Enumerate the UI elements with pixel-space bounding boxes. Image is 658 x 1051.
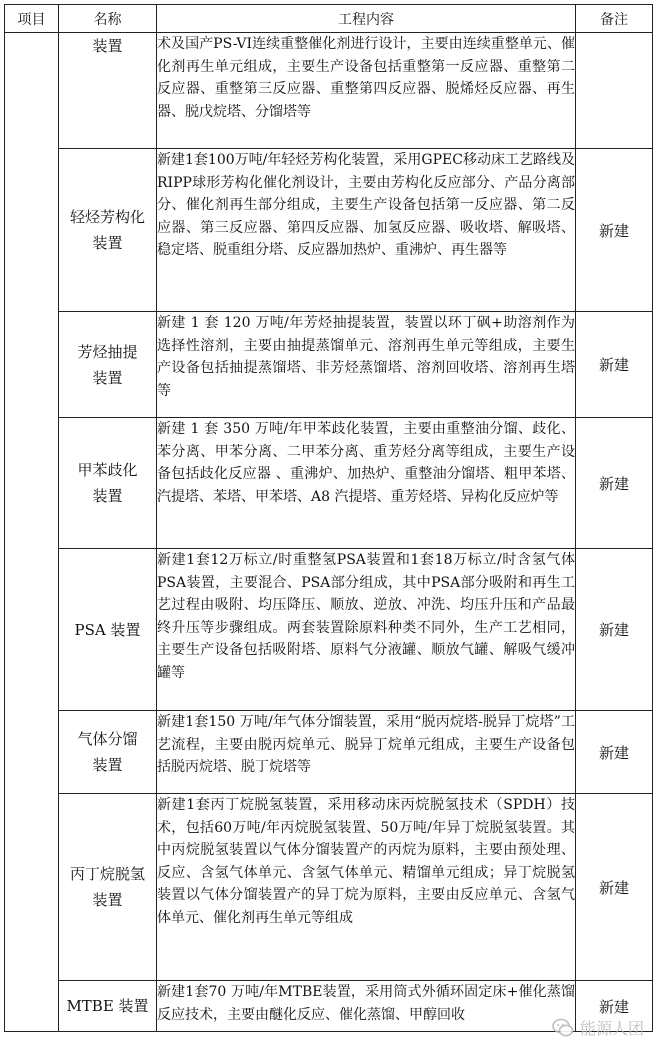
- unit-name-line: 装置: [92, 756, 123, 774]
- unit-name-cell: [59, 312, 157, 418]
- unit-note-cell: 新建: [576, 549, 653, 711]
- unit-name-cell: [59, 149, 157, 312]
- unit-name-line: 丙丁烷脱氢: [69, 865, 145, 883]
- unit-name-line: 芳烃抽提: [77, 342, 138, 361]
- unit-name-cell: [59, 549, 157, 711]
- table-row: [5, 33, 653, 149]
- unit-note-cell: 新建: [576, 312, 653, 418]
- unit-name-line: 甲苯歧化: [77, 461, 138, 479]
- unit-note-cell: [576, 33, 653, 149]
- unit-content-cell: 新建 1 套 350 万吨/年甲苯歧化装置，主要由重整油分馏、歧化、苯分离、甲苯分离、二甲苯分离、重芳烃分离等组成，主要生产设备包括歧化反应器 、重沸炉、加热炉、重整油分馏塔、粗甲苯塔、汽提塔、苯塔、甲苯塔、A8 汽提塔、重芳烃塔、异构化反应炉等: [157, 418, 576, 549]
- unit-name-line: 轻烃芳构化: [69, 208, 145, 226]
- table-row: [5, 312, 653, 418]
- watermark-text: 能源人团: [579, 1019, 644, 1038]
- table-row: [5, 794, 653, 981]
- unit-note-cell: 新建: [576, 981, 653, 1032]
- unit-content-cell: 新建1套12万标立/时重整氢PSA装置和1套18万标立/时含氢气体PSA装置，主要混合、PSA部分组成，其中PSA部分吸附和再生工艺过程由吸附、均压降压、顺放、逆放、冲洗、均压升压和产品最终升压等步骤组成。两套装置除原料种类不同外，生产工艺相同，主要生产设备包括吸附塔、原料气分液罐、顺放气罐、解吸气缓冲罐等: [157, 549, 576, 711]
- unit-content-cell: 术及国产PS-VI连续重整催化剂进行设计，主要由连续重整单元、催化剂再生单元组成，主要生产设备包括重整第一反应器、重整第二反应器、重整第三反应器、重整第四反应器、脱烯烃反应器、再生器、脱戊烷塔、分馏塔等: [157, 33, 576, 149]
- header-content: 工程内容: [157, 5, 576, 33]
- unit-note-cell: 新建: [576, 149, 653, 312]
- unit-name-cell: [59, 794, 157, 981]
- table-row: [5, 418, 653, 549]
- unit-name-line: MTBE 装置: [66, 997, 149, 1015]
- project-cell: [5, 33, 59, 1032]
- header-project: 项目: [5, 5, 59, 33]
- unit-name-line: 装置: [92, 37, 123, 55]
- unit-name-line: 装置: [92, 234, 123, 252]
- unit-name-line: PSA 装置: [74, 620, 141, 639]
- unit-name-line: 装置: [92, 891, 123, 909]
- table-header-row: [5, 5, 653, 33]
- unit-name-cell: [59, 981, 157, 1032]
- unit-note-cell: 新建: [576, 418, 653, 549]
- table-row: [5, 711, 653, 794]
- unit-name-cell: [59, 33, 157, 149]
- table-row: [5, 549, 653, 711]
- unit-name-cell: [59, 711, 157, 794]
- unit-name-line: 装置: [92, 487, 123, 505]
- header-note: 备注: [576, 5, 653, 33]
- header-name: 名称: [59, 5, 157, 33]
- table-row: [5, 149, 653, 312]
- unit-content-cell: 新建 1 套 120 万吨/年芳烃抽提装置，装置以环丁砜+助溶剂作为选择性溶剂，主要由抽提蒸馏单元、溶剂再生单元等组成，主要生产设备包括抽提蒸馏塔、非芳烃蒸馏塔、溶剂回收塔、溶剂再生塔等: [157, 312, 576, 418]
- unit-content-cell: 新建1套丙丁烷脱氢装置，采用移动床丙烷脱氢技术（SPDH）技术，包括60万吨/年丙烷脱氢装置、50万吨/年异丁烷脱氢装置。其中丙烷脱氢装置以气体分馏装置产的丙烷为原料，主要由预处理、反应、含氢气体单元、含氢气体单元、精馏单元组成；异丁烷脱氢装置以气体分馏装置产的异丁烷为原料，主要由反应单元、含氢气体单元、催化剂再生单元等组成: [157, 794, 576, 981]
- unit-content-cell: 新建1套70 万吨/年MTBE装置，采用筒式外循环固定床+催化蒸馏反应技术，主要由醚化反应、催化蒸馏、甲醇回收: [157, 981, 576, 1032]
- unit-note-cell: 新建: [576, 794, 653, 981]
- unit-note-cell: 新建: [576, 711, 653, 794]
- unit-content-cell: 新建1套150 万吨/年气体分馏装置，采用“脱丙烷塔-脱异丁烷塔”工艺流程，主要由脱丙烷单元、脱异丁烷单元组成，主要生产设备包括脱丙烷塔、脱丁烷塔等: [157, 711, 576, 794]
- unit-name-line: 装置: [92, 368, 123, 387]
- chat-bubble-icon: [552, 1017, 574, 1039]
- watermark: [552, 1016, 644, 1039]
- unit-content-cell: 新建1套100万吨/年轻烃芳构化装置，采用GPEC移动床工艺路线及RIPP球形芳构化催化剂设计，主要由芳构化反应部分、产品分离部分、催化剂再生部分组成，主要生产设备包括第一反应器、第二反应器、第三反应器、第四反应器、加氢反应器、吸收塔、解吸塔、稳定塔、脱重组分塔、反应器加热炉、重沸炉、再生器等: [157, 149, 576, 312]
- unit-name-cell: [59, 418, 157, 549]
- project-table: [4, 4, 653, 1032]
- unit-name-line: 气体分馏: [77, 730, 138, 748]
